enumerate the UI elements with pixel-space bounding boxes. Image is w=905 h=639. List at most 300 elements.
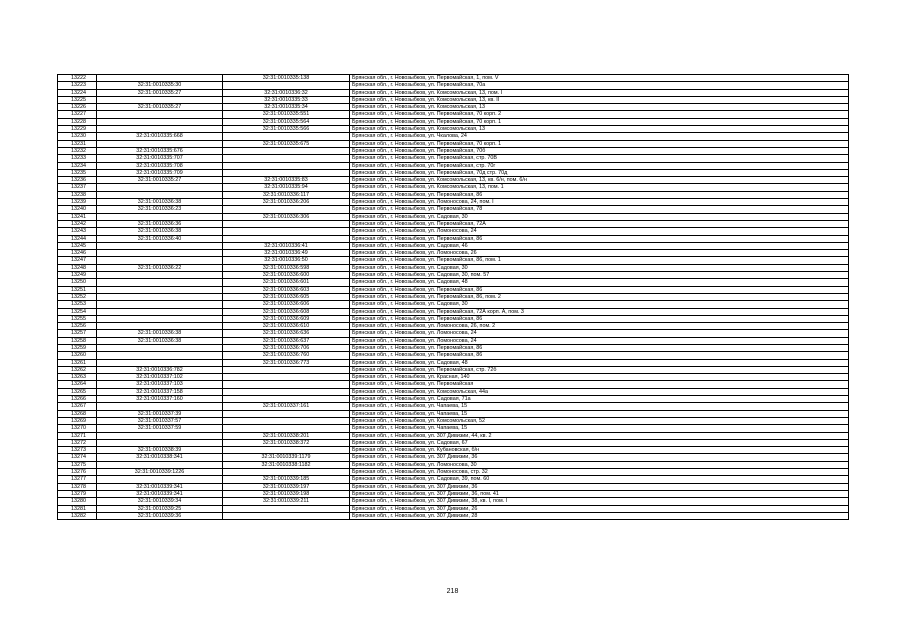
object-cadastral-number-cell — [223, 82, 350, 89]
table-row — [58, 111, 849, 118]
table-row — [58, 272, 849, 279]
address-cell: Брянская обл., г. Новозыбков, ул. Комсомольская, 13 — [350, 126, 849, 133]
object-cadastral-number-cell — [223, 133, 350, 140]
row-number-cell: 13225 — [58, 96, 97, 103]
object-cadastral-number-cell: 32:31:0010335:564 — [223, 118, 350, 125]
row-number-cell: 13232 — [58, 147, 97, 154]
cadastral-number-cell: 32:31:0010337:102 — [97, 374, 223, 381]
row-number-cell: 13260 — [58, 352, 97, 359]
object-cadastral-number-cell — [223, 162, 350, 169]
object-cadastral-number-cell — [223, 505, 350, 512]
table-row — [58, 162, 849, 169]
table-row — [58, 242, 849, 249]
object-cadastral-number-cell: 32:31:0010336:609 — [223, 315, 350, 322]
object-cadastral-number-cell: 32:31:0010337:161 — [223, 403, 350, 410]
row-number-cell: 13242 — [58, 220, 97, 227]
row-number-cell: 13234 — [58, 162, 97, 169]
address-cell: Брянская обл., г. Новозыбков, ул. Чапаева, 15 — [350, 410, 849, 417]
table-row — [58, 133, 849, 140]
table-row — [58, 374, 849, 381]
row-number-cell: 13240 — [58, 206, 97, 213]
address-cell: Брянская обл., г. Новозыбков, ул. Первомайская, 86 — [350, 191, 849, 198]
cadastral-number-cell — [97, 286, 223, 293]
address-cell: Брянская обл., г. Новозыбков, ул. Садовая, 30, пом. 57 — [350, 272, 849, 279]
cadastral-number-cell: 32:31:0010337:158 — [97, 388, 223, 395]
object-cadastral-number-cell: 32:31:0010335:83 — [223, 177, 350, 184]
address-cell: Брянская обл., г. Новозыбков, ул. Первомайская, 78 — [350, 206, 849, 213]
row-number-cell: 13249 — [58, 272, 97, 279]
row-number-cell: 13250 — [58, 279, 97, 286]
table-row — [58, 191, 849, 198]
table-row — [58, 359, 849, 366]
table-row — [58, 155, 849, 162]
row-number-cell: 13281 — [58, 505, 97, 512]
object-cadastral-number-cell: 32:31:0010336:50 — [223, 257, 350, 264]
row-number-cell: 13246 — [58, 250, 97, 257]
object-cadastral-number-cell — [223, 417, 350, 424]
object-cadastral-number-cell: 32:31:0010336:608 — [223, 308, 350, 315]
address-cell: Брянская обл., г. Новозыбков, ул. Первомайская, стр. 70г — [350, 162, 849, 169]
table-row — [58, 279, 849, 286]
row-number-cell: 13227 — [58, 111, 97, 118]
object-cadastral-number-cell — [223, 206, 350, 213]
table-row — [58, 308, 849, 315]
cadastral-number-cell — [97, 257, 223, 264]
address-cell: Брянская обл., г. Новозыбков, ул. Первомайская, 86 — [350, 286, 849, 293]
cadastral-number-cell: 32:31:0010338:341 — [97, 454, 223, 461]
cadastral-number-cell — [97, 250, 223, 257]
address-cell: Брянская обл., г. Новозыбков, ул. Ломоносова, 24 — [350, 337, 849, 344]
object-cadastral-number-cell: 32:31:0010338:372 — [223, 439, 350, 446]
cadastral-number-cell — [97, 126, 223, 133]
object-cadastral-number-cell: 32:31:0010338:1182 — [223, 461, 350, 468]
table-row — [58, 461, 849, 468]
table-row — [58, 352, 849, 359]
address-cell: Брянская обл., г. Новозыбков, ул. Садовая, 30 — [350, 213, 849, 220]
address-cell: Брянская обл., г. Новозыбков, ул. Ломоносова, 30 — [350, 461, 849, 468]
table-row — [58, 213, 849, 220]
table-row — [58, 206, 849, 213]
address-cell: Брянская обл., г. Новозыбков, ул. Первомайская, 1, пом. V — [350, 75, 849, 82]
object-cadastral-number-cell: 32:31:0010335:551 — [223, 111, 350, 118]
address-cell: Брянская обл., г. Новозыбков, ул. Комсомольская, 13, кв. II — [350, 96, 849, 103]
row-number-cell: 13266 — [58, 396, 97, 403]
row-number-cell: 13261 — [58, 359, 97, 366]
cadastral-number-cell: 32:31:0010335:27 — [97, 177, 223, 184]
address-cell: Брянская обл., г. Новозыбков, ул. 307 Дивизии, 36 — [350, 483, 849, 490]
address-cell: Брянская обл., г. Новозыбков, ул. Первомайская, 70а — [350, 82, 849, 89]
cadastral-number-cell: 32:31:0010339:34 — [97, 498, 223, 505]
cadastral-number-cell: 32:31:0010336:23 — [97, 206, 223, 213]
cadastral-number-cell — [97, 213, 223, 220]
object-cadastral-number-cell: 32:31:0010339:185 — [223, 476, 350, 483]
table-row — [58, 330, 849, 337]
object-cadastral-number-cell: 32:31:0010338:201 — [223, 432, 350, 439]
address-cell: Брянская обл., г. Новозыбков, ул. Ломоносова, стр. 32 — [350, 469, 849, 476]
object-cadastral-number-cell — [223, 425, 350, 432]
cadastral-number-cell: 32:31:0010336:38 — [97, 199, 223, 206]
object-cadastral-number-cell — [223, 220, 350, 227]
cadastral-number-cell — [97, 344, 223, 351]
address-cell: Брянская обл., г. Новозыбков, ул. Первомайская, 70 корп. 1 — [350, 118, 849, 125]
row-number-cell: 13264 — [58, 381, 97, 388]
cadastral-number-cell — [97, 476, 223, 483]
object-cadastral-number-cell: 32:31:0010336:598 — [223, 264, 350, 271]
cadastral-number-cell: 32:31:0010335:709 — [97, 169, 223, 176]
cadastral-number-cell — [97, 315, 223, 322]
table-row — [58, 388, 849, 395]
address-cell: Брянская обл., г. Новозыбков, ул. Первомайская, 86 — [350, 344, 849, 351]
table-row — [58, 96, 849, 103]
table-row — [58, 250, 849, 257]
row-number-cell: 13239 — [58, 199, 97, 206]
row-number-cell: 13241 — [58, 213, 97, 220]
row-number-cell: 13262 — [58, 366, 97, 373]
address-cell: Брянская обл., г. Новозыбков, ул. Комсомольская, 13, пом. I — [350, 89, 849, 96]
row-number-cell: 13255 — [58, 315, 97, 322]
address-cell: Брянская обл., г. Новозыбков, ул. Чапаева, 15 — [350, 425, 849, 432]
row-number-cell: 13263 — [58, 374, 97, 381]
cadastral-number-cell — [97, 140, 223, 147]
address-cell: Брянская обл., г. Новозыбков, ул. Первомайская — [350, 381, 849, 388]
registry-table — [57, 74, 849, 520]
table-row — [58, 118, 849, 125]
address-cell: Брянская обл., г. Новозыбков, ул. Первомайская, 86 — [350, 315, 849, 322]
address-cell: Брянская обл., г. Новозыбков, ул. Кубановская, б/н — [350, 447, 849, 454]
cadastral-number-cell: 32:31:0010339:25 — [97, 505, 223, 512]
table-row — [58, 337, 849, 344]
address-cell: Брянская обл., г. Новозыбков, ул. Первомайская, 70 корп. 1 — [350, 140, 849, 147]
row-number-cell: 13238 — [58, 191, 97, 198]
table-row — [58, 257, 849, 264]
table-row — [58, 469, 849, 476]
table-row — [58, 396, 849, 403]
cadastral-number-cell — [97, 111, 223, 118]
cadastral-number-cell — [97, 439, 223, 446]
row-number-cell: 13252 — [58, 293, 97, 300]
row-number-cell: 13265 — [58, 388, 97, 395]
address-cell: Брянская обл., г. Новозыбков, ул. Первомайская, 70 корп. 2 — [350, 111, 849, 118]
object-cadastral-number-cell — [223, 381, 350, 388]
row-number-cell: 13235 — [58, 169, 97, 176]
table-row — [58, 177, 849, 184]
address-cell: Брянская обл., г. Новозыбков, ул. Ломоносова, 24, пом. I — [350, 199, 849, 206]
object-cadastral-number-cell — [223, 374, 350, 381]
object-cadastral-number-cell: 32:31:0010336:610 — [223, 323, 350, 330]
address-cell: Брянская обл., г. Новозыбков, ул. 307 Дивизии, 28 — [350, 512, 849, 519]
address-cell: Брянская обл., г. Новозыбков, ул. Садовая, 48 — [350, 279, 849, 286]
address-cell: Брянская обл., г. Новозыбков, ул. 307 Дивизии, 44, кв. 2 — [350, 432, 849, 439]
address-cell: Брянская обл., г. Новозыбков, ул. Садовая, 48 — [350, 359, 849, 366]
cadastral-number-cell: 32:31:0010339:341 — [97, 490, 223, 497]
object-cadastral-number-cell: 32:31:0010335:675 — [223, 140, 350, 147]
table-row — [58, 301, 849, 308]
object-cadastral-number-cell: 32:31:0010336:773 — [223, 359, 350, 366]
cadastral-number-cell: 32:31:0010337:160 — [97, 396, 223, 403]
row-number-cell: 13274 — [58, 454, 97, 461]
object-cadastral-number-cell: 32:31:0010335:138 — [223, 75, 350, 82]
table-row — [58, 403, 849, 410]
row-number-cell: 13244 — [58, 235, 97, 242]
cadastral-number-cell — [97, 432, 223, 439]
table-row — [58, 126, 849, 133]
table-row — [58, 512, 849, 519]
table-row — [58, 235, 849, 242]
object-cadastral-number-cell — [223, 410, 350, 417]
table-row — [58, 366, 849, 373]
address-cell: Брянская обл., г. Новозыбков, ул. Первомайская, 70д стр. 70д — [350, 169, 849, 176]
cadastral-number-cell: 32:31:0010335:27 — [97, 104, 223, 111]
table-row — [58, 410, 849, 417]
row-number-cell: 13226 — [58, 104, 97, 111]
object-cadastral-number-cell: 32:31:0010335:566 — [223, 126, 350, 133]
row-number-cell: 13231 — [58, 140, 97, 147]
cadastral-number-cell: 32:31:0010337:59 — [97, 425, 223, 432]
address-cell: Брянская обл., г. Новозыбков, ул. Первомайская, 86, пом. 2 — [350, 293, 849, 300]
table-row — [58, 432, 849, 439]
address-cell: Брянская обл., г. Новозыбков, ул. Первомайская, 86, пом. 1 — [350, 257, 849, 264]
cadastral-number-cell — [97, 308, 223, 315]
table-row — [58, 505, 849, 512]
object-cadastral-number-cell: 32:31:0010339:1179 — [223, 454, 350, 461]
row-number-cell: 13258 — [58, 337, 97, 344]
address-cell: Брянская обл., г. Новозыбков, ул. 307 Дивизии, 36, пом. 41 — [350, 490, 849, 497]
object-cadastral-number-cell — [223, 228, 350, 235]
address-cell: Брянская обл., г. Новозыбков, ул. Комсомольская, 13, кв. 6/н, пом. 6/н — [350, 177, 849, 184]
address-cell: Брянская обл., г. Новозыбков, ул. 307 Дивизии, 36 — [350, 454, 849, 461]
row-number-cell: 13248 — [58, 264, 97, 271]
cadastral-number-cell: 32:31:0010339:341 — [97, 483, 223, 490]
object-cadastral-number-cell: 32:31:0010336:637 — [223, 337, 350, 344]
address-cell: Брянская обл., г. Новозыбков, ул. Первомайская, 86 — [350, 352, 849, 359]
address-cell: Брянская обл., г. Новозыбков, ул. Комсомольская, 13, пом. 1 — [350, 184, 849, 191]
object-cadastral-number-cell: 32:31:0010336:206 — [223, 199, 350, 206]
row-number-cell: 13247 — [58, 257, 97, 264]
cadastral-number-cell: 32:31:0010335:30 — [97, 82, 223, 89]
cadastral-number-cell: 32:31:0010339:1226 — [97, 469, 223, 476]
cadastral-number-cell — [97, 118, 223, 125]
row-number-cell: 13251 — [58, 286, 97, 293]
cadastral-number-cell — [97, 75, 223, 82]
object-cadastral-number-cell: 32:31:0010336:117 — [223, 191, 350, 198]
address-cell: Брянская обл., г. Новозыбков, ул. Ломоносова, 26 — [350, 250, 849, 257]
table-row — [58, 447, 849, 454]
cadastral-number-cell — [97, 301, 223, 308]
table-row — [58, 425, 849, 432]
table-row — [58, 82, 849, 89]
address-cell: Брянская обл., г. Новозыбков, ул. Садовая, 71а — [350, 396, 849, 403]
cadastral-number-cell — [97, 403, 223, 410]
address-cell: Брянская обл., г. Новозыбков, ул. Первомайская, 72А — [350, 220, 849, 227]
row-number-cell: 13268 — [58, 410, 97, 417]
row-number-cell: 13254 — [58, 308, 97, 315]
row-number-cell: 13273 — [58, 447, 97, 454]
object-cadastral-number-cell — [223, 388, 350, 395]
cadastral-number-cell — [97, 96, 223, 103]
row-number-cell: 13257 — [58, 330, 97, 337]
table-row — [58, 104, 849, 111]
table-row — [58, 439, 849, 446]
cadastral-number-cell: 32:31:0010336:782 — [97, 366, 223, 373]
row-number-cell: 13256 — [58, 323, 97, 330]
object-cadastral-number-cell — [223, 235, 350, 242]
address-cell: Брянская обл., г. Новозыбков, ул. Ломоносова, 24 — [350, 228, 849, 235]
address-cell: Брянская обл., г. Новозыбков, ул. Ломоносова, 26, пом. 2 — [350, 323, 849, 330]
row-number-cell: 13278 — [58, 483, 97, 490]
row-number-cell: 13275 — [58, 461, 97, 468]
object-cadastral-number-cell — [223, 366, 350, 373]
cadastral-number-cell: 32:31:0010336:36 — [97, 220, 223, 227]
cadastral-number-cell — [97, 279, 223, 286]
table-row — [58, 315, 849, 322]
cadastral-number-cell: 32:31:0010335:668 — [97, 133, 223, 140]
cadastral-number-cell: 32:31:0010335:676 — [97, 147, 223, 154]
table-row — [58, 147, 849, 154]
object-cadastral-number-cell: 32:31:0010335:34 — [223, 104, 350, 111]
row-number-cell: 13276 — [58, 469, 97, 476]
registry-table-body — [58, 75, 849, 520]
table-row — [58, 498, 849, 505]
address-cell: Брянская обл., г. Новозыбков, ул. Комсомольская, 52 — [350, 417, 849, 424]
table-row — [58, 264, 849, 271]
object-cadastral-number-cell: 32:31:0010336:41 — [223, 242, 350, 249]
row-number-cell: 13267 — [58, 403, 97, 410]
cadastral-number-cell: 32:31:0010336:38 — [97, 228, 223, 235]
cadastral-number-cell — [97, 352, 223, 359]
address-cell: Брянская обл., г. Новозыбков, ул. Красная, 140 — [350, 374, 849, 381]
cadastral-number-cell: 32:31:0010336:40 — [97, 235, 223, 242]
cadastral-number-cell: 32:31:0010336:38 — [97, 337, 223, 344]
row-number-cell: 13245 — [58, 242, 97, 249]
object-cadastral-number-cell: 32:31:0010335:94 — [223, 184, 350, 191]
object-cadastral-number-cell: 32:31:0010339:197 — [223, 483, 350, 490]
row-number-cell: 13243 — [58, 228, 97, 235]
address-cell: Брянская обл., г. Новозыбков, ул. Первомайская, 70б — [350, 147, 849, 154]
row-number-cell: 13224 — [58, 89, 97, 96]
address-cell: Брянская обл., г. Новозыбков, ул. Комсомольская, 13 — [350, 104, 849, 111]
object-cadastral-number-cell: 32:31:0010336:605 — [223, 293, 350, 300]
cadastral-number-cell — [97, 461, 223, 468]
row-number-cell: 13280 — [58, 498, 97, 505]
table-row — [58, 344, 849, 351]
address-cell: Брянская обл., г. Новозыбков, ул. Ломоносова, 24 — [350, 330, 849, 337]
table-row — [58, 184, 849, 191]
cadastral-number-cell: 32:31:0010338:39 — [97, 447, 223, 454]
cadastral-number-cell — [97, 242, 223, 249]
table-row — [58, 140, 849, 147]
cadastral-number-cell: 32:31:0010337:39 — [97, 410, 223, 417]
cadastral-number-cell — [97, 272, 223, 279]
row-number-cell: 13222 — [58, 75, 97, 82]
object-cadastral-number-cell: 32:31:0010336:306 — [223, 213, 350, 220]
table-row — [58, 323, 849, 330]
row-number-cell: 13233 — [58, 155, 97, 162]
cadastral-number-cell — [97, 191, 223, 198]
cadastral-number-cell: 32:31:0010339:36 — [97, 512, 223, 519]
table-row — [58, 454, 849, 461]
object-cadastral-number-cell: 32:31:0010336:49 — [223, 250, 350, 257]
table-row — [58, 199, 849, 206]
cadastral-number-cell — [97, 184, 223, 191]
cadastral-number-cell: 32:31:0010335:707 — [97, 155, 223, 162]
table-row — [58, 89, 849, 96]
address-cell: Брянская обл., г. Новозыбков, ул. Первомайская, 86 — [350, 235, 849, 242]
table-row — [58, 169, 849, 176]
row-number-cell: 13237 — [58, 184, 97, 191]
object-cadastral-number-cell: 32:31:0010336:760 — [223, 352, 350, 359]
row-number-cell: 13282 — [58, 512, 97, 519]
cadastral-number-cell: 32:31:0010335:708 — [97, 162, 223, 169]
row-number-cell: 13270 — [58, 425, 97, 432]
address-cell: Брянская обл., г. Новозыбков, ул. Первомайская, стр. 72б — [350, 366, 849, 373]
row-number-cell: 13269 — [58, 417, 97, 424]
object-cadastral-number-cell — [223, 169, 350, 176]
object-cadastral-number-cell: 32:31:0010336:603 — [223, 286, 350, 293]
object-cadastral-number-cell: 32:31:0010336:601 — [223, 279, 350, 286]
address-cell: Брянская обл., г. Новозыбков, ул. Первомайская, 72А корп. А, пом. 3 — [350, 308, 849, 315]
cadastral-number-cell: 32:31:0010336:22 — [97, 264, 223, 271]
address-cell: Брянская обл., г. Новозыбков, ул. Садовая, 46 — [350, 242, 849, 249]
object-cadastral-number-cell: 32:31:0010339:211 — [223, 498, 350, 505]
object-cadastral-number-cell — [223, 155, 350, 162]
object-cadastral-number-cell: 32:31:0010336:600 — [223, 272, 350, 279]
object-cadastral-number-cell — [223, 147, 350, 154]
table-row — [58, 476, 849, 483]
cadastral-number-cell: 32:31:0010337:103 — [97, 381, 223, 388]
object-cadastral-number-cell: 32:31:0010335:33 — [223, 96, 350, 103]
address-cell: Брянская обл., г. Новозыбков, ул. Комсомольская, 44а — [350, 388, 849, 395]
row-number-cell: 13253 — [58, 301, 97, 308]
address-cell: Брянская обл., г. Новозыбков, ул. Первомайская, стр. 70В — [350, 155, 849, 162]
row-number-cell: 13272 — [58, 439, 97, 446]
address-cell: Брянская обл., г. Новозыбков, ул. 307 Дивизии, 26 — [350, 505, 849, 512]
address-cell: Брянская обл., г. Новозыбков, ул. Чкалова, 24 — [350, 133, 849, 140]
object-cadastral-number-cell — [223, 396, 350, 403]
row-number-cell: 13259 — [58, 344, 97, 351]
object-cadastral-number-cell: 32:31:0010336:706 — [223, 344, 350, 351]
cadastral-number-cell: 32:31:0010336:38 — [97, 330, 223, 337]
object-cadastral-number-cell — [223, 512, 350, 519]
address-cell: Брянская обл., г. Новозыбков, ул. Садовая, 30 — [350, 301, 849, 308]
cadastral-number-cell — [97, 323, 223, 330]
cadastral-number-cell — [97, 359, 223, 366]
cadastral-number-cell: 32:31:0010335:27 — [97, 89, 223, 96]
table-row — [58, 228, 849, 235]
address-cell: Брянская обл., г. Новозыбков, ул. Садовая, 67 — [350, 439, 849, 446]
row-number-cell: 13271 — [58, 432, 97, 439]
row-number-cell: 13277 — [58, 476, 97, 483]
address-cell: Брянская обл., г. Новозыбков, ул. Садовая, 39, пом. 60 — [350, 476, 849, 483]
page-number: 218 — [446, 588, 459, 595]
table-row — [58, 293, 849, 300]
address-cell: Брянская обл., г. Новозыбков, ул. Садовая, 30 — [350, 264, 849, 271]
object-cadastral-number-cell: 32:31:0010339:198 — [223, 490, 350, 497]
row-number-cell: 13229 — [58, 126, 97, 133]
object-cadastral-number-cell: 32:31:0010336:32 — [223, 89, 350, 96]
object-cadastral-number-cell — [223, 447, 350, 454]
table-row — [58, 490, 849, 497]
object-cadastral-number-cell: 32:31:0010336:606 — [223, 301, 350, 308]
cadastral-number-cell — [97, 293, 223, 300]
table-row — [58, 483, 849, 490]
table-row — [58, 417, 849, 424]
address-cell: Брянская обл., г. Новозыбков, ул. Чапаева, 15 — [350, 403, 849, 410]
object-cadastral-number-cell: 32:31:0010336:636 — [223, 330, 350, 337]
row-number-cell: 13223 — [58, 82, 97, 89]
table-row — [58, 220, 849, 227]
table-row — [58, 381, 849, 388]
object-cadastral-number-cell — [223, 469, 350, 476]
